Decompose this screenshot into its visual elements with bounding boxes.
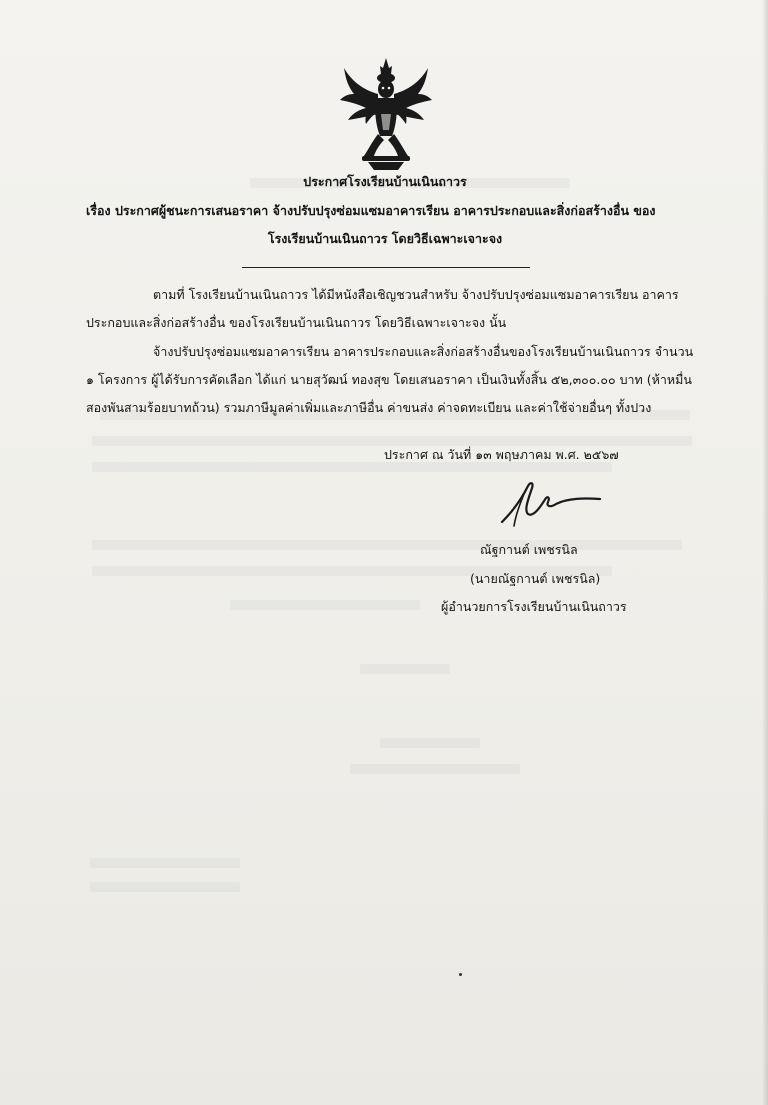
bleed-through	[90, 858, 240, 868]
page-title: ประกาศโรงเรียนบ้านเนินถาวร	[303, 174, 467, 189]
announce-date: ประกาศ ณ วันที่ ๑๓ พฤษภาคม พ.ศ. ๒๕๖๗	[384, 447, 619, 462]
paragraph-2-line-1: จ้างปรับปรุงซ่อมแซมอาคารเรียน อาคารประกอบและสิ่งก่อสร้างอื่นของโรงเรียนบ้านเนินถาวร จำนวน	[153, 344, 694, 359]
bleed-through	[380, 738, 480, 748]
garuda-emblem-icon	[334, 56, 438, 172]
header-divider	[242, 267, 530, 268]
bleed-through	[350, 764, 520, 774]
paragraph-2-line-2: ๑ โครงการ ผู้ได้รับการคัดเลือก ได้แก่ นายสุวัฒน์ ทองสุข โดยเสนอราคา เป็นเงินทั้งสิ้น ๕๒,๓๐๐.๐๐ บาท (ห้าหมื่น	[86, 372, 692, 387]
paragraph-2-line-3: สองพันสามร้อยบาทถ้วน) รวมภาษีมูลค่าเพิ่มและภาษีอื่น ค่าขนส่ง ค่าจดทะเบียน และค่าใช้จ่ายอื่นๆ ทั้งปวง	[86, 400, 652, 415]
signer-position: ผู้อำนวยการโรงเรียนบ้านเนินถาวร	[441, 599, 627, 614]
bleed-through	[230, 600, 420, 610]
signature-icon	[494, 474, 604, 534]
speck-mark	[459, 973, 462, 976]
bleed-through	[360, 664, 450, 674]
subject-line-2: โรงเรียนบ้านเนินถาวร โดยวิธีเฉพาะเจาะจง	[267, 231, 503, 246]
bleed-through	[90, 882, 240, 892]
signer-name: ณัฐกานต์ เพชรนิล	[480, 542, 578, 557]
paragraph-1-line-2: ประกอบและสิ่งก่อสร้างอื่น ของโรงเรียนบ้านเนินถาวร โดยวิธีเฉพาะเจาะจง นั้น	[86, 315, 507, 330]
paragraph-1-line-1: ตามที่ โรงเรียนบ้านเนินถาวร ได้มีหนังสือเชิญชวนสำหรับ จ้างปรับปรุงซ่อมแซมอาคารเรียน อาคาร	[153, 287, 679, 302]
signer-fullname: (นายณัฐกานต์ เพชรนิล)	[470, 571, 601, 586]
page-edge-shadow	[762, 0, 768, 1105]
bleed-through	[92, 436, 692, 446]
bleed-through	[92, 540, 682, 550]
subject-line-1: เรื่อง ประกาศผู้ชนะการเสนอราคา จ้างปรับปรุงซ่อมแซมอาคารเรียน อาคารประกอบและสิ่งก่อสร้างอื่น ของ	[86, 203, 656, 218]
